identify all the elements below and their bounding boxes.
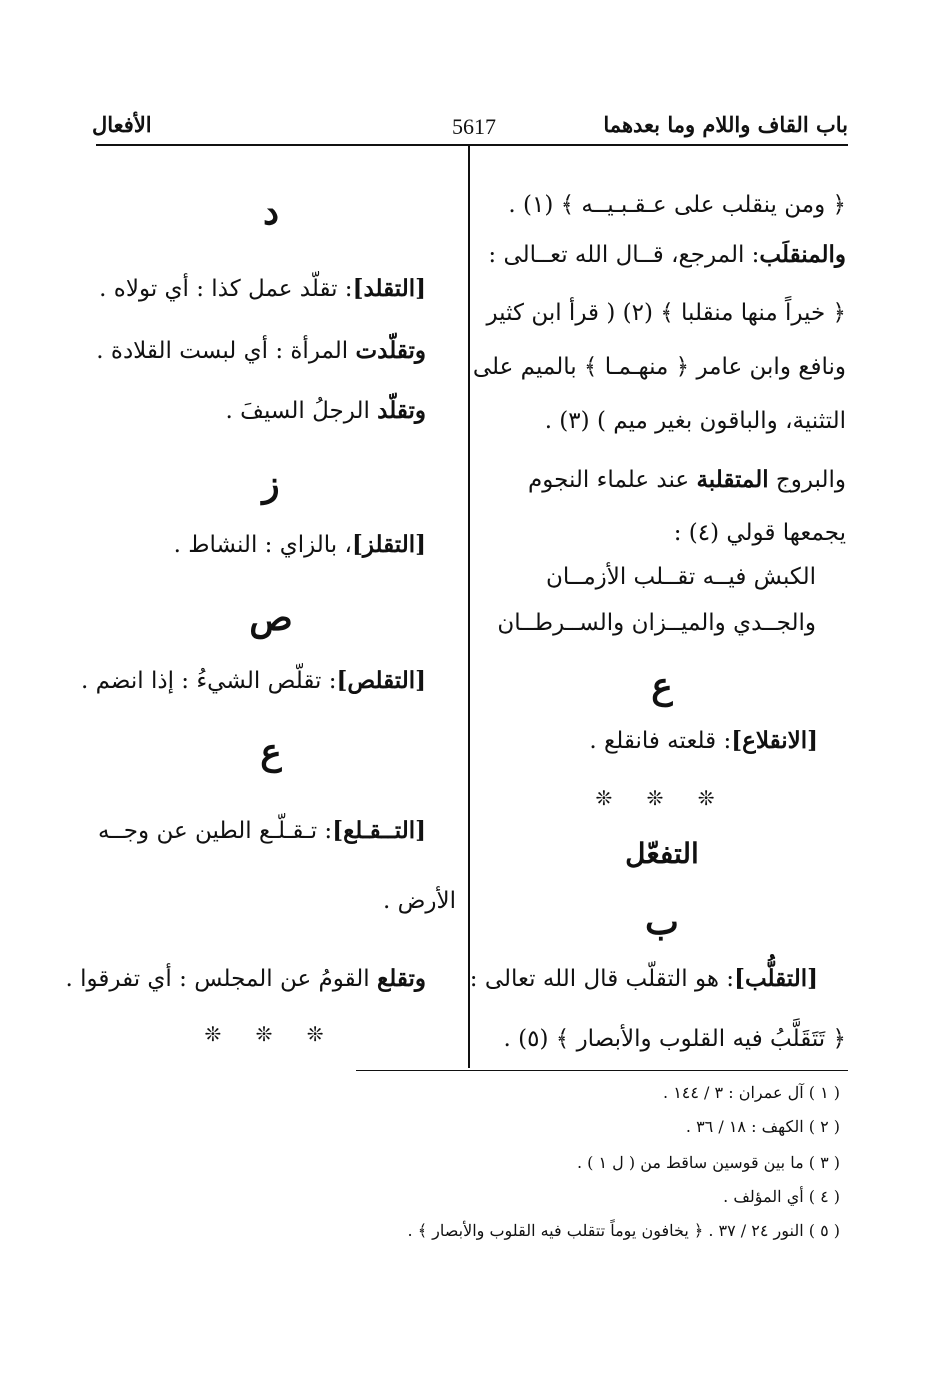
section-title: الأفعال [92, 112, 152, 137]
headword: [التقلد] [352, 275, 426, 302]
text-line [174, 530, 426, 560]
headword: وتقلّدت [355, 337, 426, 364]
section-letter: ص [249, 597, 293, 639]
footnote: ( ٣ ) ما بين قوسين ساقط من ( ل ١ ) . [577, 1153, 840, 1172]
text-line [81, 666, 426, 696]
text-line [528, 465, 846, 495]
footnote: ( ٤ ) أي المؤلف . [723, 1187, 840, 1206]
verse-line: والجــدي والميــزان والســرطــان [497, 610, 816, 636]
text: عند علماء النجوم [528, 467, 690, 493]
definition: : تقلّص الشيءُ : إذا انضم . [80, 668, 337, 694]
definition: : قلعته فانقلع . [589, 728, 732, 754]
page-number: 5617 [452, 114, 496, 139]
text-line: ﴿ تَتَقَلَّبُ فيه القلوب والأبصار ﴾ (٥) . [503, 1026, 846, 1052]
chapter-title: باب القاف واللام وما بعدهما [603, 112, 848, 137]
footnote: ( ٥ ) النور ٢٤ / ٣٧ . ﴿ يخافون يوماً تتقلب فيه القلوب والأبصار ﴾ . [407, 1221, 840, 1240]
text-line [589, 726, 818, 756]
column-divider [468, 146, 470, 1068]
headword: [الانقلاع] [731, 727, 818, 754]
section-letter: ع [260, 731, 282, 773]
text-line: ﴿ خيراً منها منقلبا ﴾ (٢) ( قرأ ابن كثير [486, 300, 846, 326]
text-line: التثنية، والباقون بغير ميم ) (٣) . [544, 408, 846, 434]
definition: المرأة : أي لبست القلادة . [96, 338, 349, 364]
headword: [التقلص] [336, 667, 426, 694]
definition: : تـقـلّـع الطين عن وجــه [98, 818, 333, 844]
text-line [470, 964, 818, 994]
text-line [98, 816, 426, 846]
separator-stars: ❊ ❊ ❊ [595, 786, 729, 810]
text: والبروج [775, 467, 846, 493]
definition: الرجلُ السيفَ . [225, 398, 370, 424]
text-line: ونافع وابن عامر ﴿ منهـمـا ﴾ بالميم على [472, 354, 846, 380]
separator-stars: ❊ ❊ ❊ [204, 1022, 338, 1046]
footnote: ( ٢ ) الكهف : ١٨ / ٣٦ . [685, 1117, 840, 1136]
headword: وتقلع [377, 965, 426, 992]
text-line [226, 396, 426, 426]
text-line: الأرض . [382, 888, 456, 914]
header-rule [96, 144, 848, 146]
definition: : هو التقلّب قال الله تعالى : [469, 966, 735, 992]
section-heading: التفعّل [625, 837, 699, 870]
footnote-rule [356, 1070, 848, 1071]
headword: [التقلز] [351, 531, 426, 558]
headword: والمنقلَب [759, 241, 846, 268]
section-letter: د [262, 191, 280, 233]
text-line [66, 964, 427, 994]
page-header [92, 110, 848, 146]
headword: [التــقـلع] [332, 817, 426, 844]
definition: : تقلّد عمل كذا : أي تولاه . [99, 276, 353, 302]
text-line: يجمعها قولي (٤) : [673, 520, 846, 546]
text-line [96, 336, 426, 366]
section-letter: ز [262, 463, 280, 505]
definition: ، بالزاي : النشاط . [173, 532, 352, 558]
headword: المتقلبة [696, 466, 769, 493]
section-letter: ع [651, 665, 673, 707]
definition: القومُ عن المجلس : أي تفرقوا . [65, 966, 370, 992]
verse-line: الكبش فيــه تقــلب الأزمــان [545, 564, 816, 590]
footnote: ( ١ ) آل عمران : ٣ / ١٤٤ . [663, 1083, 840, 1102]
headword: [التقلُّب] [734, 965, 818, 992]
headword: وتقلّد [377, 397, 426, 424]
text-line [488, 240, 846, 270]
text-line: ﴿ ومن ينقلب على عـقـبـيــه ﴾ (١) . [508, 192, 846, 218]
definition: : المرجع، قــال الله تعــالى : [488, 242, 760, 268]
text-line [99, 274, 426, 304]
section-letter: ب [645, 901, 679, 943]
